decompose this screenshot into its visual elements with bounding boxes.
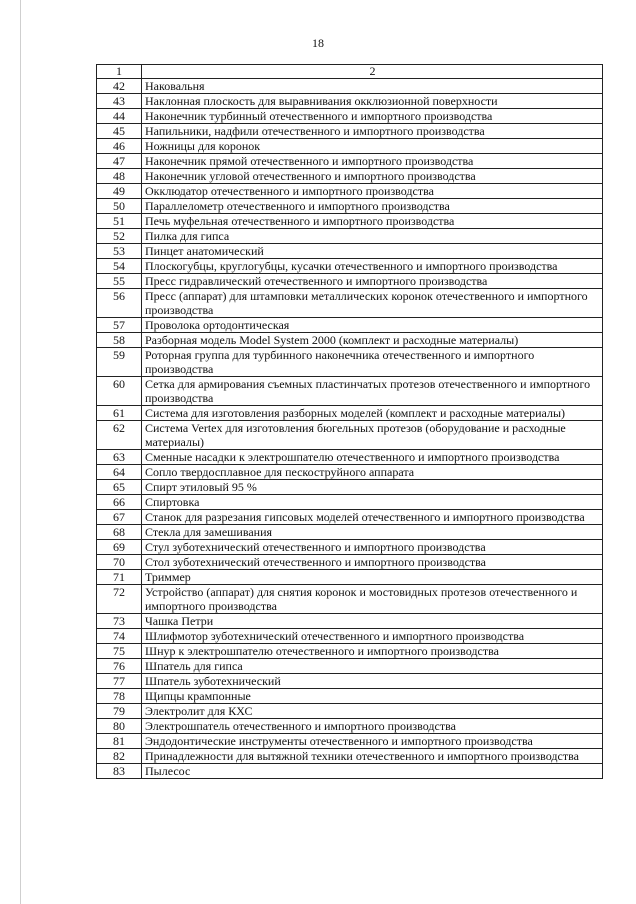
table-row [97,719,603,734]
table-row [97,764,603,779]
page-number: 18 [312,36,324,50]
row-number: 64 [97,465,142,480]
column-header-name: 2 [142,65,603,79]
row-item-name: Шлифмотор зуботехнический отечественного и импортного производства [142,629,603,644]
table-row [97,348,603,377]
table-row [97,644,603,659]
row-number: 57 [97,318,142,333]
table-row [97,495,603,510]
table-row [97,749,603,764]
row-number: 68 [97,525,142,540]
row-item-name: Сопло твердосплавное для пескоструйного аппарата [142,465,603,480]
table-row [97,406,603,421]
row-item-name: Наковальня [142,79,603,94]
row-number: 51 [97,214,142,229]
row-number: 59 [97,348,142,377]
table-row [97,704,603,719]
table-row [97,629,603,644]
table-row [97,79,603,94]
table-row [97,94,603,109]
row-number: 46 [97,139,142,154]
row-item-name: Наконечник угловой отечественного и импортного производства [142,169,603,184]
row-number: 56 [97,289,142,318]
row-number: 54 [97,259,142,274]
row-item-name: Сетка для армирования съемных пластинчатых протезов отечественного и импортного производства [142,377,603,406]
table-row [97,199,603,214]
row-number: 73 [97,614,142,629]
table-row [97,510,603,525]
table-row [97,465,603,480]
row-item-name: Напильники, надфили отечественного и импортного производства [142,124,603,139]
table-row [97,674,603,689]
row-item-name: Наконечник турбинный отечественного и импортного производства [142,109,603,124]
row-number: 44 [97,109,142,124]
table-row [97,689,603,704]
row-number: 75 [97,644,142,659]
row-item-name: Стекла для замешивания [142,525,603,540]
row-number: 47 [97,154,142,169]
table-row [97,333,603,348]
equipment-table [96,64,603,779]
row-item-name: Система Vertex для изготовления бюгельных протезов (оборудование и расходные материалы) [142,421,603,450]
row-item-name: Роторная группа для турбинного наконечника отечественного и импортного производства [142,348,603,377]
table-row [97,274,603,289]
row-number: 43 [97,94,142,109]
row-number: 61 [97,406,142,421]
row-number: 77 [97,674,142,689]
table-row [97,318,603,333]
row-item-name: Ножницы для коронок [142,139,603,154]
table-row [97,214,603,229]
row-number: 79 [97,704,142,719]
row-item-name: Спирт этиловый 95 % [142,480,603,495]
row-number: 67 [97,510,142,525]
row-number: 48 [97,169,142,184]
table-row [97,570,603,585]
row-item-name: Пылесос [142,764,603,779]
table-row [97,154,603,169]
row-item-name: Стол зуботехнический отечественного и импортного производства [142,555,603,570]
row-number: 80 [97,719,142,734]
row-item-name: Печь муфельная отечественного и импортного производства [142,214,603,229]
row-number: 66 [97,495,142,510]
row-number: 58 [97,333,142,348]
row-number: 63 [97,450,142,465]
table-row [97,421,603,450]
row-item-name: Система для изготовления разборных моделей (комплект и расходные материалы) [142,406,603,421]
row-item-name: Щипцы крампонные [142,689,603,704]
row-number: 42 [97,79,142,94]
table-row [97,525,603,540]
row-item-name: Плоскогубцы, круглогубцы, кусачки отечественного и импортного производства [142,259,603,274]
row-item-name: Разборная модель Model System 2000 (комплект и расходные материалы) [142,333,603,348]
table-row [97,124,603,139]
row-number: 82 [97,749,142,764]
table-row [97,244,603,259]
table-row [97,109,603,124]
row-number: 49 [97,184,142,199]
row-number: 53 [97,244,142,259]
row-item-name: Триммер [142,570,603,585]
row-item-name: Сменные насадки к электрошпателю отечественного и импортного производства [142,450,603,465]
row-item-name: Электрошпатель отечественного и импортного производства [142,719,603,734]
row-item-name: Пинцет анатомический [142,244,603,259]
row-number: 81 [97,734,142,749]
table-row [97,540,603,555]
row-number: 55 [97,274,142,289]
table-row [97,659,603,674]
row-item-name: Электролит для КХС [142,704,603,719]
row-number: 78 [97,689,142,704]
table-row [97,289,603,318]
row-number: 71 [97,570,142,585]
table-row [97,184,603,199]
row-number: 62 [97,421,142,450]
row-item-name: Стул зуботехнический отечественного и импортного производства [142,540,603,555]
table-header-row [97,65,603,79]
table-row [97,139,603,154]
table-row [97,585,603,614]
row-item-name: Наконечник прямой отечественного и импортного производства [142,154,603,169]
row-item-name: Окклюдатор отечественного и импортного производства [142,184,603,199]
row-number: 83 [97,764,142,779]
table-row [97,377,603,406]
row-item-name: Устройство (аппарат) для снятия коронок и мостовидных протезов отечественного и импортного производства [142,585,603,614]
row-number: 76 [97,659,142,674]
table-row [97,480,603,495]
row-item-name: Принадлежности для вытяжной техники отечественного и импортного производства [142,749,603,764]
row-item-name: Шнур к электрошпателю отечественного и импортного производства [142,644,603,659]
row-item-name: Станок для разрезания гипсовых моделей отечественного и импортного производства [142,510,603,525]
row-number: 72 [97,585,142,614]
row-item-name: Спиртовка [142,495,603,510]
row-item-name: Эндодонтические инструменты отечественного и импортного производства [142,734,603,749]
row-item-name: Пресс (аппарат) для штамповки металлических коронок отечественного и импортного производства [142,289,603,318]
table-row [97,614,603,629]
table-row [97,450,603,465]
table-row [97,555,603,570]
row-number: 52 [97,229,142,244]
scan-edge-line [20,0,21,904]
table-row [97,259,603,274]
row-item-name: Шпатель зуботехнический [142,674,603,689]
row-item-name: Пресс гидравлический отечественного и импортного производства [142,274,603,289]
row-item-name: Параллелометр отечественного и импортного производства [142,199,603,214]
table-row [97,734,603,749]
row-item-name: Чашка Петри [142,614,603,629]
row-number: 60 [97,377,142,406]
row-number: 70 [97,555,142,570]
row-item-name: Проволока ортодонтическая [142,318,603,333]
row-item-name: Пилка для гипса [142,229,603,244]
row-item-name: Наклонная плоскость для выравнивания окклюзионной поверхности [142,94,603,109]
table-row [97,169,603,184]
row-item-name: Шпатель для гипса [142,659,603,674]
table-row [97,229,603,244]
row-number: 45 [97,124,142,139]
row-number: 69 [97,540,142,555]
row-number: 74 [97,629,142,644]
row-number: 65 [97,480,142,495]
column-header-number: 1 [97,65,142,79]
row-number: 50 [97,199,142,214]
